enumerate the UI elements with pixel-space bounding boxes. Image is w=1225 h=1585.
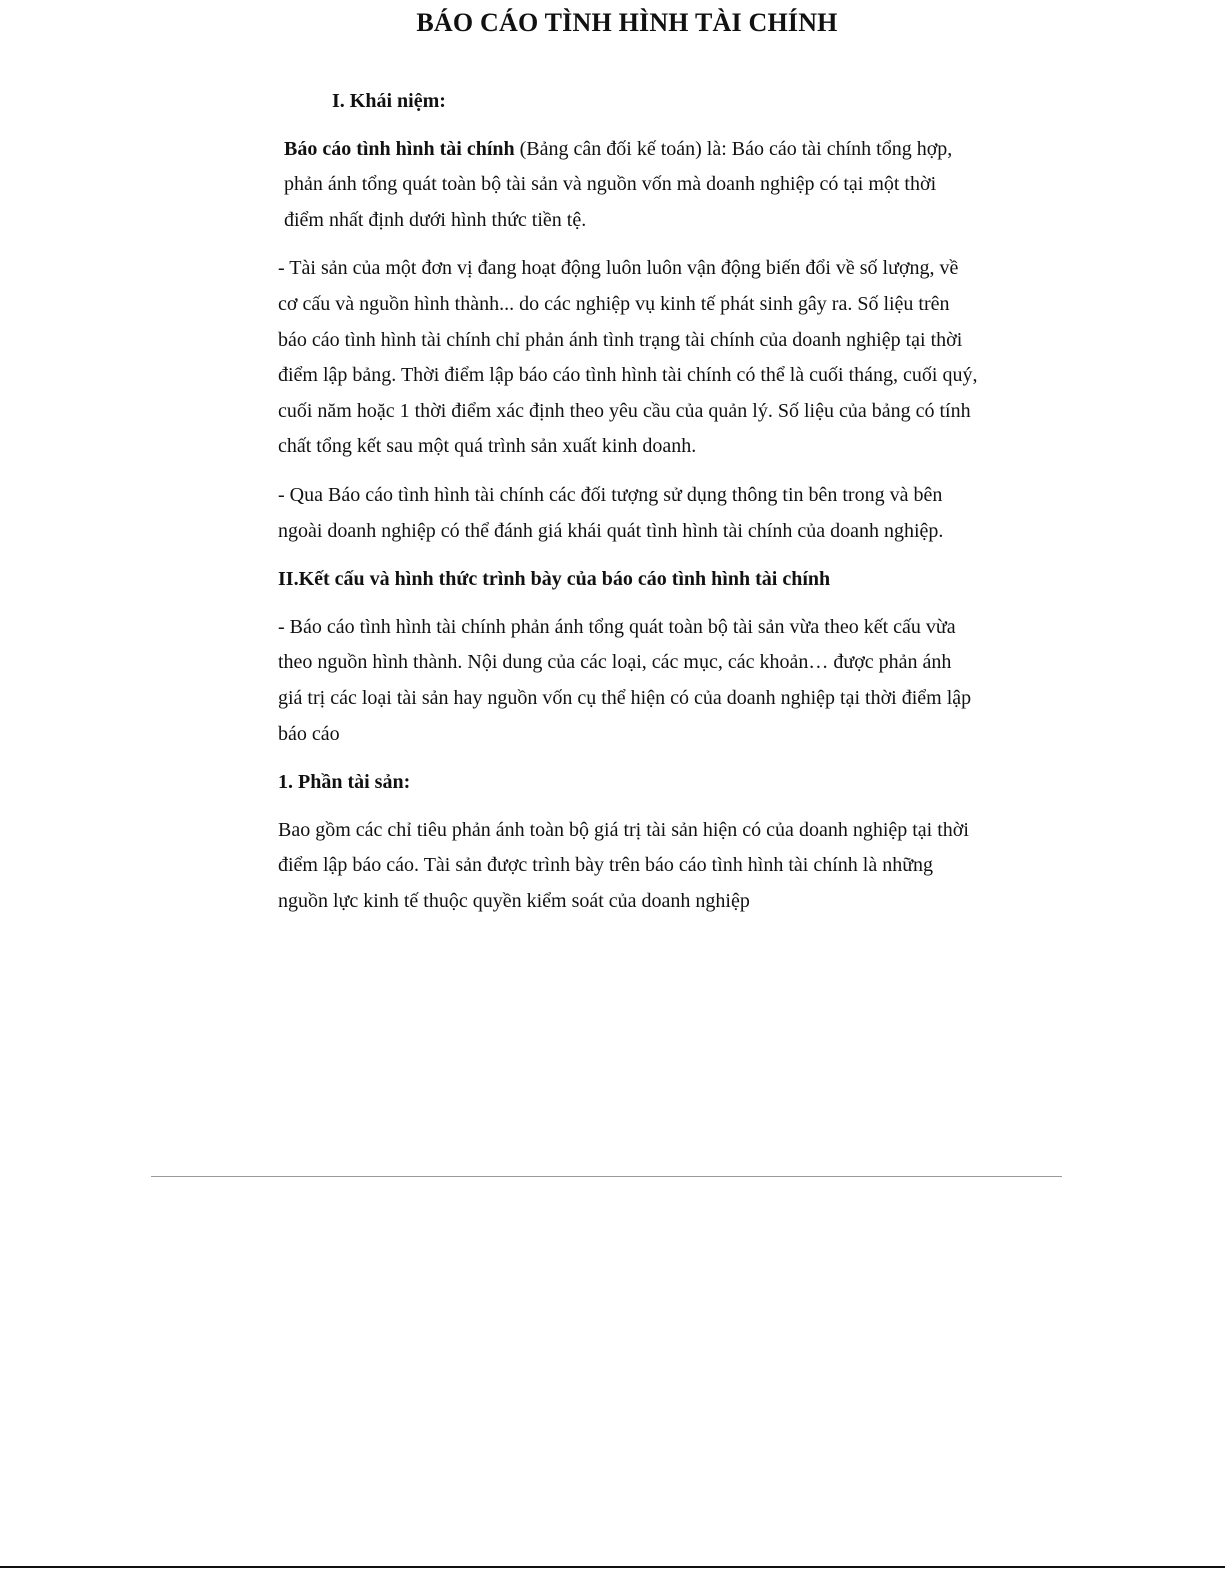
section-2-heading: II.Kết cấu và hình thức trình bày của báo cáo tình hình tài chính (278, 568, 831, 591)
bottom-border (0, 1566, 1225, 1568)
assets-paragraph: - Tài sản của một đơn vị đang hoạt động luôn luôn vận động biến đổi về số lượng, về cơ cấu và nguồn hình thành... do các nghiệp vụ kinh tế phát sinh gây ra. Số liệu trên báo cáo tình hình tài chính chỉ phản ánh tình trạng tài chính của doanh nghiệp tại thời điểm lập bảng. Thời điểm lập báo cáo tình hình tài chính có thể là cuối tháng, cuối quý, cuối năm hoặc 1 thời điểm xác định theo yêu cầu của quản lý. Số liệu của bảng có tính chất tổng kết sau một quá trình sản xuất kinh doanh. (278, 257, 978, 458)
structure-paragraph: - Báo cáo tình hình tài chính phản ánh tổng quát toàn bộ tài sản vừa theo kết cấu vừa theo nguồn hình thành. Nội dung của các loại, các mục, các khoản… được phản ánh giá trị các loại tài sản hay nguồn vốn cụ thể hiện có của doanh nghiệp tại thời điểm lập báo cáo (278, 615, 972, 745)
page-divider (151, 1176, 1062, 1177)
definition-paragraph (278, 132, 978, 239)
definition-term: Báo cáo tình hình tài chính (284, 137, 515, 160)
users-paragraph: - Qua Báo cáo tình hình tài chính các đối tượng sử dụng thông tin bên trong và bên ngoài doanh nghiệp có thể đánh giá khái quát tình hình tài chính của doanh nghiệp. (278, 483, 944, 542)
section-1-heading: I. Khái niệm: (332, 90, 446, 112)
document-title: BÁO CÁO TÌNH HÌNH TÀI CHÍNH (416, 8, 838, 37)
assets-part-paragraph: Bao gồm các chỉ tiêu phản ánh toàn bộ giá trị tài sản hiện có của doanh nghiệp tại thời điểm lập báo cáo. Tài sản được trình bày trên báo cáo tình hình tài chính là những nguồn lực kinh tế thuộc quyền kiểm soát của doanh nghiệp (278, 818, 969, 912)
assets-part-subheading: 1. Phần tài sản: (278, 771, 411, 794)
definition-text: (Bảng cân đối kế toán) là: Báo cáo tài chính tổng hợp, phản ánh tổng quát toàn bộ tài sản và nguồn vốn mà doanh nghiệp có tại một thời điểm nhất định dưới hình thức tiền tệ. (284, 137, 953, 231)
document-body (278, 84, 978, 932)
